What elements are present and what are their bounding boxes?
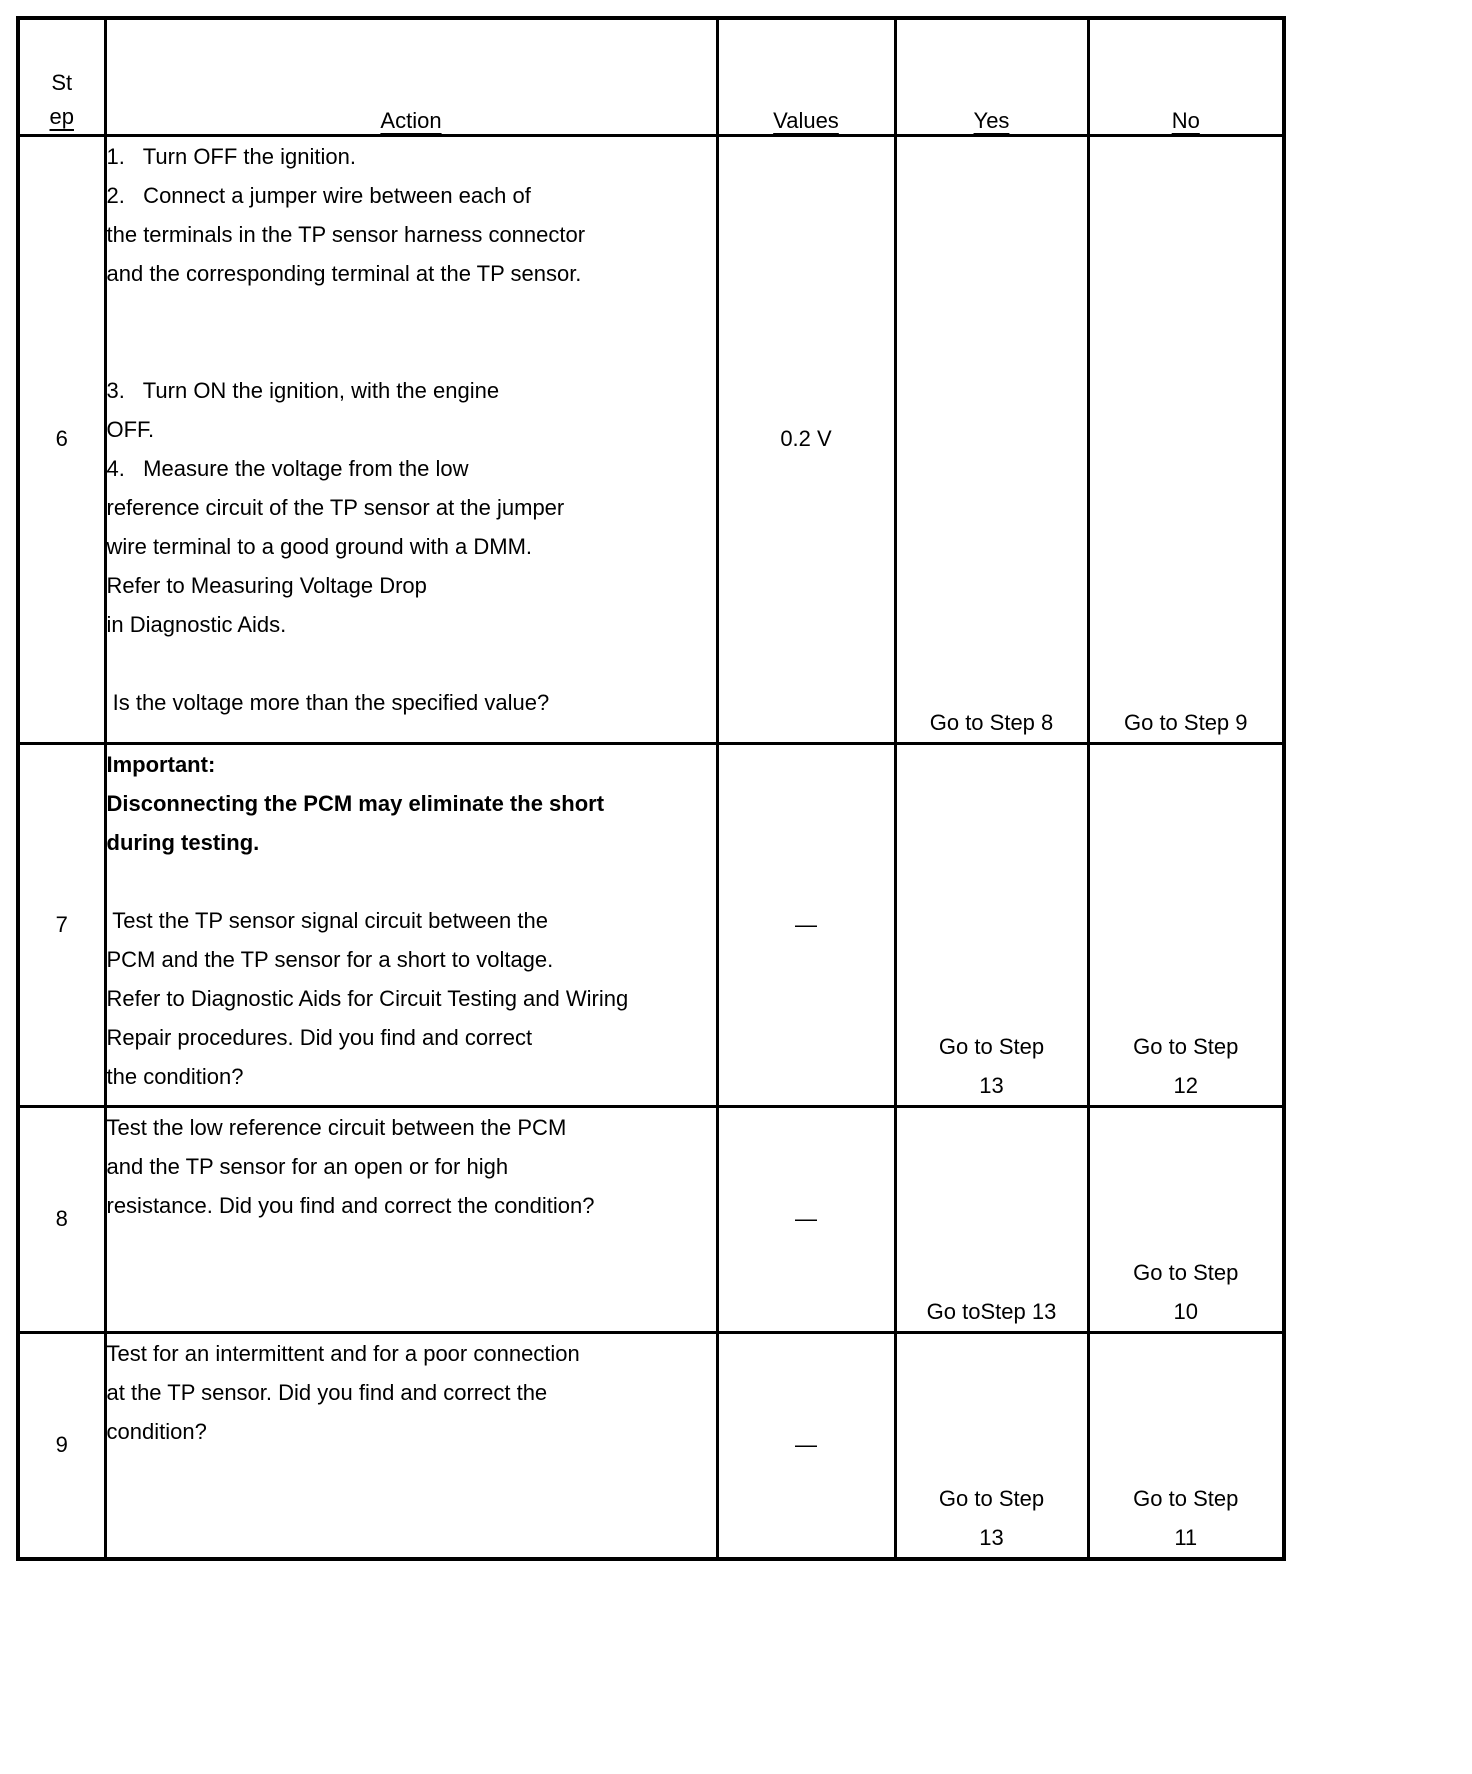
header-row bbox=[18, 18, 1284, 135]
values-cell: 0.2 V bbox=[717, 135, 895, 743]
text-line: Refer to Measuring Voltage Drop bbox=[106, 572, 427, 598]
text-line: Disconnecting the PCM may eliminate the short bbox=[106, 790, 605, 816]
text-line: 12 bbox=[1173, 1072, 1198, 1098]
step-number: 8 bbox=[18, 1106, 105, 1332]
header-action: Action bbox=[105, 18, 717, 135]
text-line: reference circuit of the TP sensor at the jumper bbox=[106, 494, 565, 520]
action-cell bbox=[105, 1106, 717, 1332]
text-line: Refer to Diagnostic Aids for Circuit Testing and Wiring bbox=[106, 985, 629, 1011]
text-line: 4. Measure the voltage from the low bbox=[106, 455, 469, 481]
diagnostic-table bbox=[16, 16, 1286, 1561]
text-line: Go to Step bbox=[1133, 1486, 1239, 1511]
no-cell bbox=[1088, 1332, 1284, 1559]
text-line bbox=[107, 644, 716, 683]
table-row-step-8 bbox=[18, 1106, 1284, 1332]
text-line: and the TP sensor for an open or for high bbox=[106, 1153, 509, 1179]
yes-cell bbox=[895, 743, 1088, 1106]
step-number: 7 bbox=[18, 743, 105, 1106]
yes-cell bbox=[895, 1332, 1088, 1559]
text-line: 13 bbox=[979, 1525, 1004, 1550]
text-line: 1. Turn OFF the ignition. bbox=[106, 143, 356, 169]
text-line: Go to Step bbox=[938, 1486, 1045, 1511]
text-line: resistance. Did you find and correct the condition? bbox=[106, 1192, 595, 1218]
text-line: during testing. bbox=[106, 829, 260, 855]
text-line: 2. Connect a jumper wire between each of bbox=[106, 182, 531, 208]
text-line: Go toStep 13 bbox=[926, 1298, 1057, 1324]
yes-cell bbox=[895, 135, 1088, 743]
text-line: Go to Step 8 bbox=[929, 709, 1054, 735]
text-line: the condition? bbox=[106, 1063, 244, 1089]
table-row-step-9 bbox=[18, 1332, 1284, 1559]
text-line bbox=[107, 862, 716, 901]
action-cell bbox=[105, 135, 717, 743]
text-line bbox=[107, 293, 716, 332]
text-line: and the corresponding terminal at the TP sensor. bbox=[106, 260, 582, 286]
text-line: Is the voltage more than the specified value? bbox=[106, 689, 550, 715]
text-line: OFF. bbox=[106, 416, 155, 442]
header-yes: Yes bbox=[895, 18, 1088, 135]
header-step-line1: St bbox=[51, 69, 73, 95]
header-values: Values bbox=[717, 18, 895, 135]
action-cell bbox=[105, 743, 717, 1106]
yes-cell bbox=[895, 1106, 1088, 1332]
header-no: No bbox=[1088, 18, 1284, 135]
text-line: in Diagnostic Aids. bbox=[106, 611, 287, 637]
text-line: Repair procedures. Did you find and correct bbox=[106, 1024, 533, 1050]
header-step-line2: ep bbox=[49, 103, 74, 129]
action-cell bbox=[105, 1332, 717, 1559]
text-line: 3. Turn ON the ignition, with the engine bbox=[106, 377, 500, 403]
values-cell: — bbox=[717, 1332, 895, 1559]
text-line: Go to Step bbox=[1133, 1259, 1239, 1285]
text-line: at the TP sensor. Did you find and correct the bbox=[106, 1379, 548, 1405]
text-line: 10 bbox=[1173, 1298, 1198, 1324]
text-line: Test the TP sensor signal circuit between the bbox=[106, 907, 548, 933]
no-cell bbox=[1088, 1106, 1284, 1332]
values-cell: — bbox=[717, 743, 895, 1106]
header-step bbox=[18, 18, 105, 135]
text-line: Go to Step 9 bbox=[1123, 709, 1248, 735]
text-line: 13 bbox=[979, 1072, 1004, 1098]
text-line: the terminals in the TP sensor harness connector bbox=[106, 221, 586, 247]
step-number: 6 bbox=[18, 135, 105, 743]
text-line: PCM and the TP sensor for a short to voltage. bbox=[106, 946, 554, 972]
table-row-step-6 bbox=[18, 135, 1284, 743]
table-row-step-7 bbox=[18, 743, 1284, 1106]
no-cell bbox=[1088, 743, 1284, 1106]
text-line: Go to Step bbox=[938, 1033, 1045, 1059]
text-line: Important: bbox=[106, 751, 216, 777]
text-line: Test the low reference circuit between the PCM bbox=[106, 1114, 567, 1140]
text-line: Go to Step bbox=[1133, 1033, 1239, 1059]
text-line bbox=[107, 332, 716, 371]
text-line: 11 bbox=[1174, 1525, 1198, 1550]
values-cell: — bbox=[717, 1106, 895, 1332]
text-line: Test for an intermittent and for a poor connection bbox=[106, 1340, 580, 1366]
text-line: wire terminal to a good ground with a DMM. bbox=[106, 533, 533, 559]
no-cell bbox=[1088, 135, 1284, 743]
text-line: condition? bbox=[106, 1418, 207, 1444]
step-number: 9 bbox=[18, 1332, 105, 1559]
